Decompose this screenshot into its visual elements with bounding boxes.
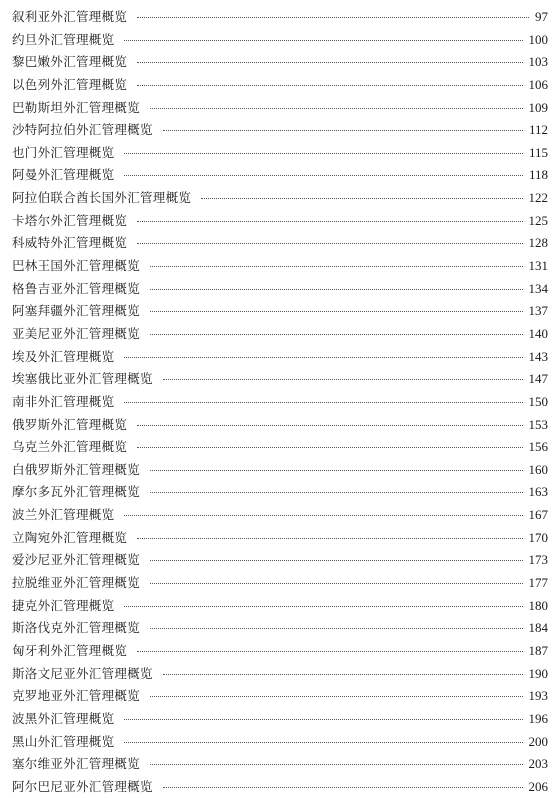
toc-entry-title: 匈牙利外汇管理概览	[12, 642, 128, 658]
toc-entry-page-number: 200	[528, 733, 548, 749]
toc-entry-title: 摩尔多瓦外汇管理概览	[12, 484, 141, 500]
toc-entry-title: 叙利亚外汇管理概览	[12, 9, 128, 24]
dot-leader	[137, 17, 529, 18]
toc-entry[interactable]	[12, 210, 548, 233]
toc-entry[interactable]	[12, 346, 548, 369]
toc-entry-title: 沙特阿拉伯外汇管理概览	[12, 122, 153, 138]
toc-entry[interactable]	[12, 731, 548, 754]
dot-leader	[124, 175, 523, 176]
toc-entry-page-number: 184	[528, 620, 548, 636]
toc-entry[interactable]	[12, 97, 548, 120]
dot-leader	[150, 108, 522, 109]
dot-leader	[124, 153, 523, 154]
toc-entry-page-number: 137	[528, 303, 548, 319]
dot-leader	[124, 40, 522, 41]
dot-leader	[137, 651, 522, 652]
toc-entry-title: 阿拉伯联合酋长国外汇管理概览	[12, 190, 192, 206]
toc-entry-title: 阿曼外汇管理概览	[12, 167, 115, 183]
dot-leader	[150, 311, 522, 312]
toc-entry[interactable]	[12, 436, 548, 459]
toc-entry[interactable]	[12, 549, 548, 572]
toc-entry-page-number: 103	[528, 54, 548, 70]
dot-leader	[137, 538, 522, 539]
toc-entry[interactable]	[12, 753, 548, 776]
toc-entry-title: 塞尔维亚外汇管理概览	[12, 756, 141, 772]
toc-entry-page-number: 140	[528, 325, 548, 341]
toc-entry-page-number: 173	[528, 552, 548, 568]
toc-entry-page-number: 143	[528, 348, 548, 364]
toc-entry[interactable]	[12, 232, 548, 255]
dot-leader	[150, 583, 522, 584]
dot-leader	[137, 85, 522, 86]
toc-entry-page-number: 193	[528, 688, 548, 704]
toc-entry-title: 拉脱维亚外汇管理概览	[12, 575, 141, 591]
dot-leader	[163, 130, 523, 131]
dot-leader	[124, 719, 522, 720]
dot-leader	[163, 787, 523, 788]
toc-entry-title: 立陶宛外汇管理概览	[12, 529, 128, 545]
toc-entry-page-number: 177	[528, 575, 548, 591]
dot-leader	[124, 606, 522, 607]
toc-entry-title: 斯洛文尼亚外汇管理概览	[12, 665, 153, 681]
dot-leader	[137, 62, 522, 63]
toc-entry-title: 乌克兰外汇管理概览	[12, 439, 128, 455]
toc-entry[interactable]	[12, 572, 548, 595]
toc-entry[interactable]	[12, 414, 548, 437]
toc-entry-page-number: 128	[528, 235, 548, 251]
toc-entry-title: 巴勒斯坦外汇管理概览	[12, 99, 141, 115]
toc-entry-page-number: 134	[528, 280, 548, 296]
toc-entry[interactable]	[12, 663, 548, 686]
toc-entry-title: 阿塞拜疆外汇管理概览	[12, 303, 141, 319]
dot-leader	[137, 447, 522, 448]
toc-entry-title: 科威特外汇管理概览	[12, 235, 128, 251]
toc-entry-page-number: 187	[528, 642, 548, 658]
toc-entry-page-number: 153	[528, 416, 548, 432]
toc-entry-page-number: 131	[528, 258, 548, 274]
dot-leader	[137, 243, 522, 244]
toc-entry-page-number: 97	[535, 9, 548, 24]
toc-entry[interactable]	[12, 119, 548, 142]
toc-entry[interactable]	[12, 164, 548, 187]
dot-leader	[201, 198, 522, 199]
toc-entry[interactable]	[12, 74, 548, 97]
dot-leader	[150, 334, 522, 335]
toc-entry-page-number: 160	[528, 461, 548, 477]
toc-entry[interactable]	[12, 51, 548, 74]
dot-leader	[137, 425, 522, 426]
toc-entry-title: 埃塞俄比亚外汇管理概览	[12, 371, 153, 387]
toc-entry-title: 克罗地亚外汇管理概览	[12, 688, 141, 704]
toc-entry-title: 波兰外汇管理概览	[12, 507, 115, 523]
dot-leader	[150, 764, 522, 765]
toc-entry-title: 埃及外汇管理概览	[12, 348, 115, 364]
dot-leader	[150, 289, 522, 290]
toc-entry-page-number: 109	[528, 99, 548, 115]
toc-entry[interactable]	[12, 187, 548, 210]
toc-entry-page-number: 118	[528, 167, 548, 183]
toc-entry-page-number: 125	[528, 212, 548, 228]
dot-leader	[150, 628, 522, 629]
toc-entry-title: 以色列外汇管理概览	[12, 76, 128, 92]
toc-entry[interactable]	[12, 481, 548, 504]
toc-entry[interactable]	[12, 776, 548, 798]
toc-entry-page-number: 167	[528, 507, 548, 523]
toc-entry-page-number: 163	[528, 484, 548, 500]
toc-entry-page-number: 170	[528, 529, 548, 545]
dot-leader	[150, 696, 522, 697]
toc-entry-page-number: 150	[528, 393, 548, 409]
toc-entry-title: 捷克外汇管理概览	[12, 597, 115, 613]
dot-leader	[163, 379, 523, 380]
toc-entry[interactable]	[12, 504, 548, 527]
toc-entry-page-number: 112	[528, 122, 548, 138]
dot-leader	[124, 357, 522, 358]
toc-entry-page-number: 115	[528, 144, 548, 160]
toc-entry[interactable]	[12, 459, 548, 482]
toc-entry-page-number: 206	[528, 778, 548, 794]
toc-entry-page-number: 100	[528, 31, 548, 47]
dot-leader	[137, 221, 522, 222]
dot-leader	[163, 674, 523, 675]
toc-entry-title: 阿尔巴尼亚外汇管理概览	[12, 778, 153, 794]
toc-entry-title: 爱沙尼亚外汇管理概览	[12, 552, 141, 568]
toc-entry-page-number: 122	[528, 190, 548, 206]
toc-entry-title: 波黑外汇管理概览	[12, 710, 115, 726]
toc-entry-title: 格鲁吉亚外汇管理概览	[12, 280, 141, 296]
toc-entry[interactable]	[12, 323, 548, 346]
dot-leader	[150, 266, 522, 267]
toc-entry-title: 约旦外汇管理概览	[12, 31, 115, 47]
dot-leader	[124, 742, 522, 743]
toc-entry-title: 黎巴嫩外汇管理概览	[12, 54, 128, 70]
toc-entry[interactable]	[12, 391, 548, 414]
toc-entry[interactable]	[12, 255, 548, 278]
toc-entry-page-number: 203	[528, 756, 548, 772]
toc-entry-title: 斯洛伐克外汇管理概览	[12, 620, 141, 636]
toc-entry[interactable]	[12, 278, 548, 301]
toc-entry[interactable]	[12, 708, 548, 731]
toc-entry-title: 卡塔尔外汇管理概览	[12, 212, 128, 228]
toc-entry[interactable]	[12, 527, 548, 550]
toc-entry-page-number: 147	[528, 371, 548, 387]
toc-entry-title: 黑山外汇管理概览	[12, 733, 115, 749]
toc-entry-title: 白俄罗斯外汇管理概览	[12, 461, 141, 477]
toc-entry-page-number: 106	[528, 76, 548, 92]
toc-entry-page-number: 180	[528, 597, 548, 613]
toc-entry[interactable]	[12, 617, 548, 640]
toc-entry-title: 也门外汇管理概览	[12, 144, 115, 160]
toc-entry-title: 俄罗斯外汇管理概览	[12, 416, 128, 432]
toc-entry-title: 巴林王国外汇管理概览	[12, 258, 141, 274]
toc-entry-title: 南非外汇管理概览	[12, 393, 115, 409]
dot-leader	[150, 470, 522, 471]
dot-leader	[150, 560, 522, 561]
dot-leader	[150, 492, 522, 493]
toc-entry[interactable]	[12, 685, 548, 708]
dot-leader	[124, 515, 522, 516]
toc-entry[interactable]	[12, 640, 548, 663]
toc-entry[interactable]	[12, 368, 548, 391]
toc-entry[interactable]	[12, 300, 548, 323]
toc-entry[interactable]	[12, 6, 548, 29]
toc-entry-title: 亚美尼亚外汇管理概览	[12, 325, 141, 341]
toc-entry-page-number: 190	[528, 665, 548, 681]
table-of-contents	[12, 6, 548, 798]
dot-leader	[124, 402, 522, 403]
toc-entry[interactable]	[12, 29, 548, 52]
toc-entry[interactable]	[12, 595, 548, 618]
toc-entry[interactable]	[12, 142, 548, 165]
toc-entry-page-number: 196	[528, 710, 548, 726]
toc-entry-page-number: 156	[528, 439, 548, 455]
